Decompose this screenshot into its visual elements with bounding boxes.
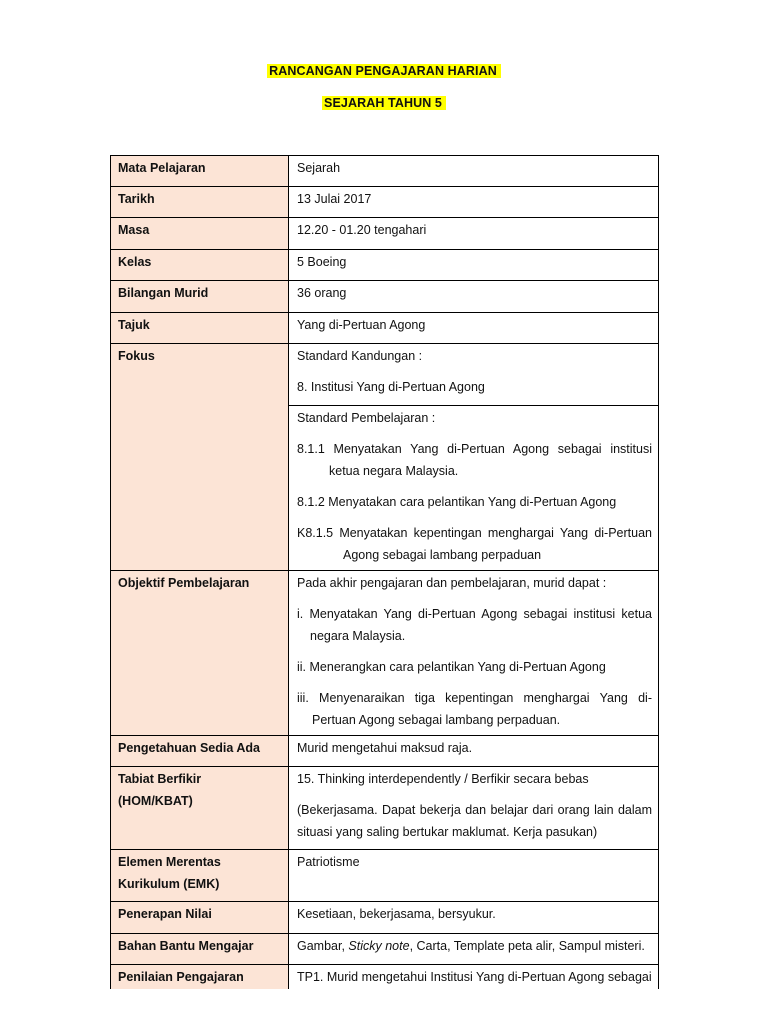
table-row: [111, 767, 659, 850]
label-elemen-merentas: [111, 850, 289, 902]
bahan-sticky-note: Sticky note: [348, 939, 410, 953]
sp-item: 8.1.1 Menyatakan Yang di-Pertuan Agong sebagai institusi ketua negara Malaysia.: [297, 442, 652, 478]
bahan-text: , Carta, Template peta alir, Sampul misteri.: [409, 939, 645, 953]
table-row: [111, 156, 659, 187]
table-row: [111, 965, 659, 989]
label-line: Elemen Merentas: [118, 855, 221, 869]
label-kelas: Kelas: [111, 250, 289, 281]
objektif-item: ii. Menerangkan cara pelantikan Yang di-Pertuan Agong: [297, 660, 606, 674]
value-elemen-merentas: Patriotisme: [289, 850, 659, 902]
value-pengetahuan-sedia-ada: Murid mengetahui maksud raja.: [289, 736, 659, 767]
value-penerapan-nilai: Kesetiaan, bekerjasama, bersyukur.: [289, 902, 659, 934]
label-line: Tabiat Berfikir: [118, 772, 202, 786]
label-penilaian: Penilaian Pengajaran: [111, 965, 289, 989]
table-row: [111, 344, 659, 406]
label-pengetahuan-sedia-ada: Pengetahuan Sedia Ada: [111, 736, 289, 767]
lesson-plan-table: [110, 155, 659, 989]
label-penerapan-nilai: Penerapan Nilai: [111, 902, 289, 934]
table-row: [111, 281, 659, 313]
document-subtitle: SEJARAH TAHUN 5: [0, 96, 768, 110]
table-row: [111, 218, 659, 250]
table-row: [111, 934, 659, 965]
label-bilangan-murid: Bilangan Murid: [111, 281, 289, 313]
value-masa: 12.20 - 01.20 tengahari: [289, 218, 659, 250]
sk-heading: Standard Kandungan :: [297, 349, 423, 363]
table-row: [111, 902, 659, 934]
objektif-item: iii. Menyenaraikan tiga kepentingan menghargai Yang di-Pertuan Agong sebagai lambang perpaduan.: [297, 691, 652, 727]
label-tajuk: Tajuk: [111, 313, 289, 344]
value-tabiat-berfikir: [289, 767, 659, 850]
table-row: [111, 313, 659, 344]
objektif-intro: Pada akhir pengajaran dan pembelajaran, murid dapat :: [297, 576, 607, 590]
label-line: Kurikulum (EMK): [118, 877, 220, 891]
sp-item: 8.1.2 Menyatakan cara pelantikan Yang di-Pertuan Agong: [297, 495, 617, 509]
sp-item: K8.1.5 Menyatakan kepentingan menghargai Yang di-Pertuan Agong sebagai lambang perpaduan: [297, 526, 652, 562]
table-row: [111, 571, 659, 736]
label-tabiat-berfikir: [111, 767, 289, 850]
table-row: [111, 187, 659, 218]
value-objektif: [289, 571, 659, 736]
label-objektif: Objektif Pembelajaran: [111, 571, 289, 736]
table-row: [111, 250, 659, 281]
value-standard-pembelajaran: [289, 406, 659, 571]
label-masa: Masa: [111, 218, 289, 250]
label-bahan-bantu: Bahan Bantu Mengajar: [111, 934, 289, 965]
value-standard-kandungan: [289, 344, 659, 406]
table-row: [111, 736, 659, 767]
tabiat-description: (Bekerjasama. Dapat bekerja dan belajar dari orang lain dalam situasi yang saling bertukar maklumat. Kerja pasukan): [297, 803, 652, 839]
document-title: RANCANGAN PENGAJARAN HARIAN: [0, 64, 768, 78]
objektif-item: i. Menyatakan Yang di-Pertuan Agong sebagai institusi ketua negara Malaysia.: [297, 607, 652, 643]
value-bahan-bantu: [289, 934, 659, 965]
value-tarikh: 13 Julai 2017: [289, 187, 659, 218]
label-mata-pelajaran: Mata Pelajaran: [111, 156, 289, 187]
sp-heading: Standard Pembelajaran :: [297, 411, 436, 425]
table-row: [111, 850, 659, 902]
label-tarikh: Tarikh: [111, 187, 289, 218]
bahan-text: Gambar,: [297, 939, 349, 953]
value-mata-pelajaran: Sejarah: [289, 156, 659, 187]
label-line: (HOM/KBAT): [118, 794, 193, 808]
value-penilaian: TP1. Murid mengetahui Institusi Yang di-Pertuan Agong sebagai: [289, 965, 659, 989]
value-bilangan-murid: 36 orang: [289, 281, 659, 313]
sk-item: 8. Institusi Yang di-Pertuan Agong: [297, 380, 485, 394]
value-tajuk: Yang di-Pertuan Agong: [289, 313, 659, 344]
value-kelas: 5 Boeing: [289, 250, 659, 281]
label-fokus: Fokus: [111, 344, 289, 571]
tabiat-line: 15. Thinking interdependently / Berfikir secara bebas: [297, 772, 589, 786]
